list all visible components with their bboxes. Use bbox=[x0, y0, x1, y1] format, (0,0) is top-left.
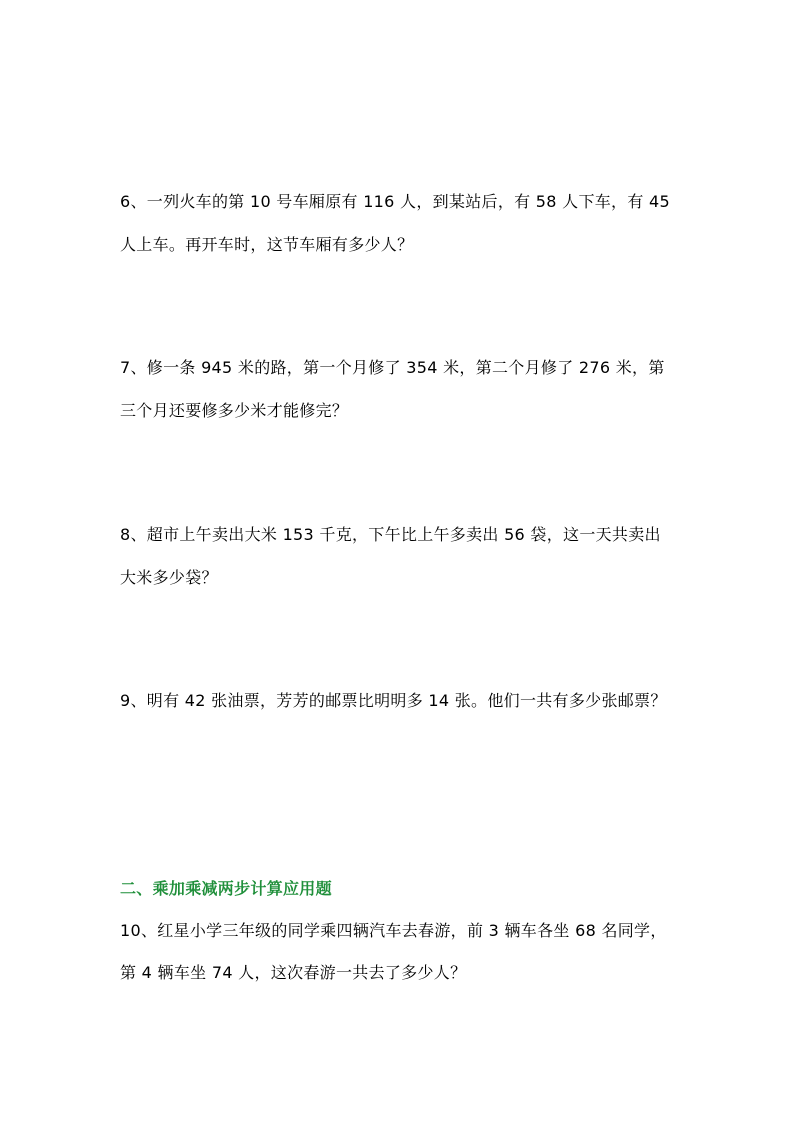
question-9-line-1: 9、明有 42 张油票，芳芳的邮票比明明多 14 张。他们一共有多少张邮票？ bbox=[120, 691, 667, 710]
question-6-line-2: 人上车。再开车时，这节车厢有多少人？ bbox=[120, 235, 414, 254]
question-6-line-1: 6、一列火车的第 10 号车厢原有 116 人，到某站后，有 58 人下车，有 45 bbox=[120, 192, 670, 211]
question-10-line-1: 10、红星小学三年级的同学乘四辆汽车去春游，前 3 辆车各坐 68 名同学， bbox=[120, 921, 667, 940]
question-10-line-2: 第 4 辆车坐 74 人，这次春游一共去了多少人？ bbox=[120, 963, 467, 982]
question-8-line-1: 8、超市上午卖出大米 153 千克，下午比上午多卖出 56 袋，这一天共卖出 bbox=[120, 525, 661, 544]
question-8-line-2: 大米多少袋？ bbox=[120, 568, 218, 587]
question-7-line-2: 三个月还要修多少米才能修完？ bbox=[120, 401, 349, 420]
section-2-heading: 二、乘加乘减两步计算应用题 bbox=[120, 879, 332, 898]
question-7-line-1: 7、修一条 945 米的路，第一个月修了 354 米，第二个月修了 276 米，第 bbox=[120, 358, 665, 377]
